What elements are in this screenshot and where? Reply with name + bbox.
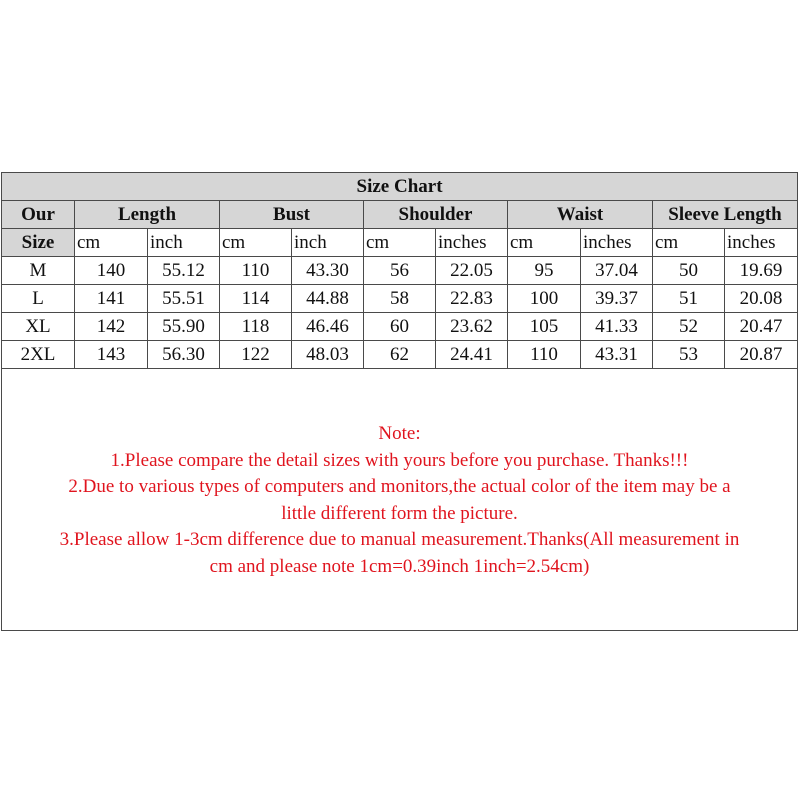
size-label: XL: [2, 313, 75, 341]
table-cell: 41.33: [581, 313, 653, 341]
table-cell: 140: [75, 257, 148, 285]
table-cell: 22.05: [436, 257, 508, 285]
table-cell: 43.31: [581, 341, 653, 369]
table-cell: 46.46: [292, 313, 364, 341]
size-label: 2XL: [2, 341, 75, 369]
table-cell: 53: [653, 341, 725, 369]
table-cell: 110: [220, 257, 292, 285]
table-cell: 100: [508, 285, 581, 313]
table-cell: 37.04: [581, 257, 653, 285]
table-cell: 114: [220, 285, 292, 313]
table-cell: 62: [364, 341, 436, 369]
table-cell: 44.88: [292, 285, 364, 313]
unit-cell: cm: [220, 229, 292, 257]
unit-cell: cm: [75, 229, 148, 257]
size-table: [1, 172, 798, 369]
group-header-waist: Waist: [508, 201, 653, 229]
table-cell: 23.62: [436, 313, 508, 341]
note-line-3a: 3.Please allow 1-3cm difference due to manual measurement.Thanks(All measurement in: [59, 529, 740, 550]
table-cell: 122: [220, 341, 292, 369]
table-cell: 141: [75, 285, 148, 313]
unit-cell: inches: [725, 229, 798, 257]
unit-cell: inch: [148, 229, 220, 257]
table-cell: 24.41: [436, 341, 508, 369]
table-cell: 55.90: [148, 313, 220, 341]
table-row: [2, 313, 798, 341]
table-cell: 50: [653, 257, 725, 285]
notes-text: [2, 421, 797, 580]
table-cell: 58: [364, 285, 436, 313]
table-row: [2, 341, 798, 369]
size-label: M: [2, 257, 75, 285]
table-cell: 55.12: [148, 257, 220, 285]
table-cell: 95: [508, 257, 581, 285]
unit-cell: cm: [653, 229, 725, 257]
header-row-units: [2, 229, 798, 257]
group-header-length: Length: [75, 201, 220, 229]
table-cell: 56: [364, 257, 436, 285]
table-cell: 20.87: [725, 341, 798, 369]
table-cell: 43.30: [292, 257, 364, 285]
table-cell: 52: [653, 313, 725, 341]
note-line-2a: 2.Due to various types of computers and monitors,the actual color of the item may be a: [68, 476, 731, 497]
unit-cell: inch: [292, 229, 364, 257]
table-cell: 39.37: [581, 285, 653, 313]
table-cell: 142: [75, 313, 148, 341]
table-cell: 20.08: [725, 285, 798, 313]
note-line-1: 1.Please compare the detail sizes with yours before you purchase. Thanks!!!: [110, 449, 689, 471]
table-row: [2, 257, 798, 285]
size-label: L: [2, 285, 75, 313]
chart-title: Size Chart: [2, 173, 798, 201]
table-cell: 60: [364, 313, 436, 341]
table-row: [2, 285, 798, 313]
table-cell: 143: [75, 341, 148, 369]
size-column-header-bottom: Size: [2, 229, 75, 257]
notes-box: [1, 369, 798, 631]
table-cell: 22.83: [436, 285, 508, 313]
group-header-bust: Bust: [220, 201, 364, 229]
table-cell: 48.03: [292, 341, 364, 369]
note-line-3b: cm and please note 1cm=0.39inch 1inch=2.54cm): [209, 555, 590, 577]
group-header-shoulder: Shoulder: [364, 201, 508, 229]
table-cell: 51: [653, 285, 725, 313]
size-chart: [1, 172, 798, 631]
header-row-groups: [2, 201, 798, 229]
table-cell: 55.51: [148, 285, 220, 313]
table-cell: 19.69: [725, 257, 798, 285]
note-line-2b: little different form the picture.: [281, 502, 518, 524]
table-cell: 56.30: [148, 341, 220, 369]
unit-cell: cm: [364, 229, 436, 257]
unit-cell: inches: [581, 229, 653, 257]
unit-cell: cm: [508, 229, 581, 257]
unit-cell: inches: [436, 229, 508, 257]
table-cell: 110: [508, 341, 581, 369]
size-column-header-top: Our: [2, 201, 75, 229]
table-cell: 118: [220, 313, 292, 341]
notes-heading: Note:: [378, 423, 421, 444]
table-cell: 20.47: [725, 313, 798, 341]
group-header-sleeve-length: Sleeve Length: [653, 201, 798, 229]
table-cell: 105: [508, 313, 581, 341]
